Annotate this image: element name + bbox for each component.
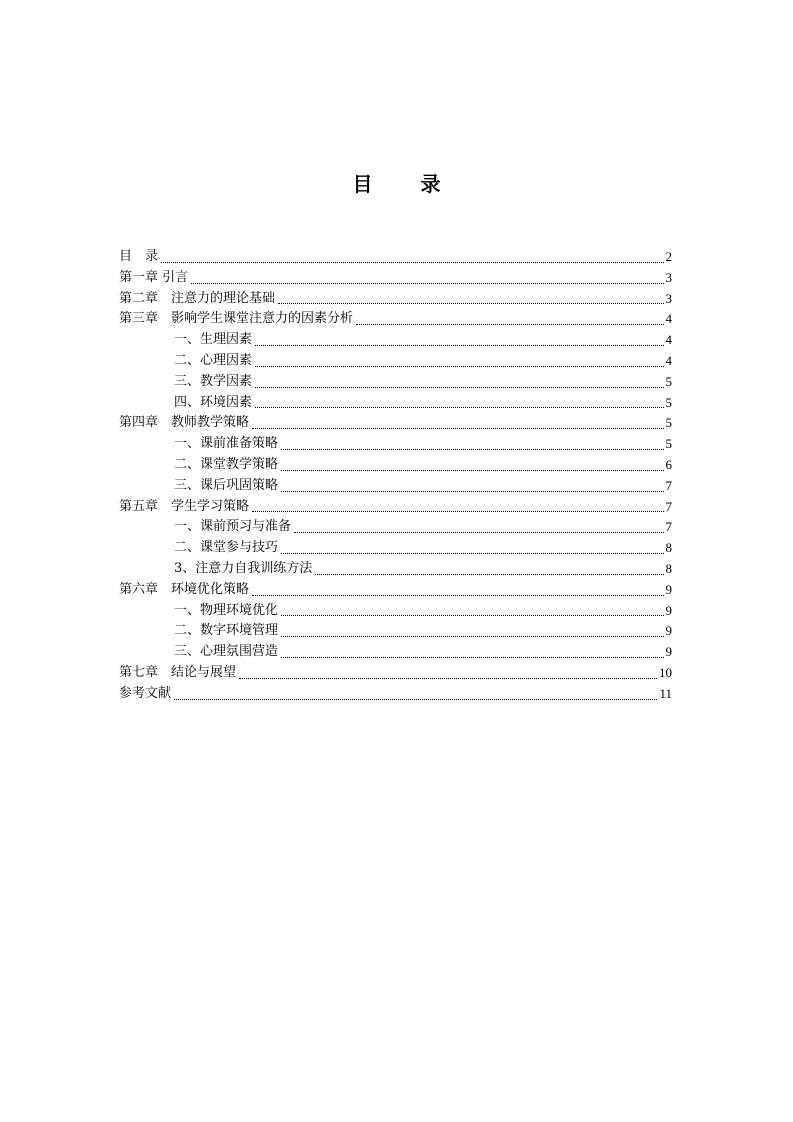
toc-entry[interactable]	[119, 351, 672, 372]
toc-entry-page-number: 3	[665, 269, 672, 285]
toc-entry[interactable]	[119, 309, 672, 330]
toc-dot-leader	[315, 573, 663, 575]
toc-entry-text: 目 录	[119, 249, 159, 264]
toc-entry-text: 第四章 教师教学策略	[119, 415, 250, 431]
toc-entry[interactable]	[119, 455, 672, 476]
toc-entry-page-number: 8	[665, 540, 672, 556]
toc-entry-page-number: 5	[665, 415, 672, 431]
toc-entry-text: 二、课堂教学策略	[174, 456, 279, 472]
toc-entry[interactable]	[119, 393, 672, 414]
toc-entry[interactable]	[119, 580, 672, 601]
toc-entry-page-number: 9	[665, 602, 672, 618]
toc-entry[interactable]	[119, 663, 672, 684]
toc-entry-text: 第六章 环境优化策略	[119, 581, 250, 597]
toc-entry-text: 第二章 注意力的理论基础	[119, 290, 276, 306]
toc-entry-page-number: 4	[665, 311, 672, 327]
toc-entry-page-number: 9	[665, 581, 672, 597]
toc-dot-leader	[278, 302, 663, 304]
toc-dot-leader	[294, 531, 663, 533]
toc-dot-leader	[174, 698, 657, 700]
toc-entry-text: 一、课前预习与准备	[174, 519, 292, 535]
toc-entry[interactable]	[119, 497, 672, 518]
toc-entry-text: 一、生理因素	[174, 332, 253, 348]
toc-entry-page-number: 8	[665, 560, 672, 576]
toc-entry[interactable]	[119, 621, 672, 642]
toc-entry-page-number: 5	[665, 394, 672, 410]
toc-dot-leader	[281, 635, 663, 637]
toc-entry-page-number: 7	[665, 519, 672, 535]
toc-dot-leader	[161, 261, 663, 263]
toc-entry-page-number: 2	[665, 249, 672, 264]
toc-entry[interactable]	[119, 559, 672, 580]
toc-dot-leader	[281, 552, 663, 554]
toc-entry[interactable]	[119, 330, 672, 351]
toc-entry-text: 3、注意力自我训练方法	[174, 560, 313, 576]
toc-entry-page-number: 9	[665, 623, 672, 639]
toc-entry[interactable]	[119, 268, 672, 289]
toc-entry-text: 二、课堂参与技巧	[174, 540, 279, 556]
toc-entry-text: 三、课后巩固策略	[174, 477, 279, 493]
toc-entry-text: 一、物理环境优化	[174, 602, 279, 618]
toc-entry[interactable]	[119, 642, 672, 663]
toc-dot-leader	[255, 365, 663, 367]
toc-entry-page-number: 6	[665, 456, 672, 472]
toc-entry-page-number: 3	[665, 290, 672, 306]
toc-dot-leader	[255, 386, 663, 388]
toc-entry-text: 二、心理因素	[174, 352, 253, 368]
toc-entry[interactable]	[119, 247, 672, 268]
toc-entry-page-number: 10	[659, 664, 672, 680]
toc-entry-page-number: 7	[665, 498, 672, 514]
toc-entry-page-number: 4	[665, 332, 672, 348]
toc-entry[interactable]	[119, 601, 672, 622]
toc-entry-text: 二、数字环境管理	[174, 623, 279, 639]
toc-dot-leader	[191, 282, 663, 284]
toc-title: 目 录	[352, 172, 455, 196]
toc-entry-page-number: 5	[665, 373, 672, 389]
toc-entry-text: 四、环境因素	[174, 394, 253, 410]
toc-dot-leader	[252, 594, 663, 596]
toc-entry-text: 第五章 学生学习策略	[119, 498, 250, 514]
toc-entry-page-number: 5	[665, 436, 672, 452]
toc-dot-leader	[281, 490, 663, 492]
toc-entry[interactable]	[119, 372, 672, 393]
toc-entry-text: 第三章 影响学生课堂注意力的因素分析	[119, 311, 354, 327]
toc-entry-page-number: 9	[665, 644, 672, 660]
toc-entry-text: 三、教学因素	[174, 373, 253, 389]
toc-list	[119, 247, 672, 705]
toc-entry[interactable]	[119, 538, 672, 559]
toc-dot-leader	[255, 344, 663, 346]
toc-entry-page-number: 11	[659, 685, 672, 701]
toc-entry-text: 参考文献	[119, 685, 172, 701]
toc-dot-leader	[255, 406, 663, 408]
toc-entry-page-number: 7	[665, 477, 672, 493]
toc-dot-leader	[281, 656, 663, 658]
toc-entry[interactable]	[119, 289, 672, 310]
toc-entry-text: 第一章 引言	[119, 269, 189, 285]
toc-dot-leader	[239, 677, 657, 679]
toc-entry[interactable]	[119, 413, 672, 434]
toc-dot-leader	[252, 427, 663, 429]
toc-entry-text: 一、课前准备策略	[174, 436, 279, 452]
toc-entry[interactable]	[119, 517, 672, 538]
toc-entry-text: 第七章 结论与展望	[119, 664, 237, 680]
toc-dot-leader	[281, 614, 663, 616]
toc-dot-leader	[252, 510, 663, 512]
toc-dot-leader	[356, 323, 663, 325]
toc-entry-page-number: 4	[665, 352, 672, 368]
toc-entry[interactable]	[119, 684, 672, 705]
toc-entry-text: 三、心理氛围营造	[174, 644, 279, 660]
toc-entry[interactable]	[119, 476, 672, 497]
toc-dot-leader	[281, 448, 663, 450]
toc-entry[interactable]	[119, 434, 672, 455]
toc-dot-leader	[281, 469, 663, 471]
